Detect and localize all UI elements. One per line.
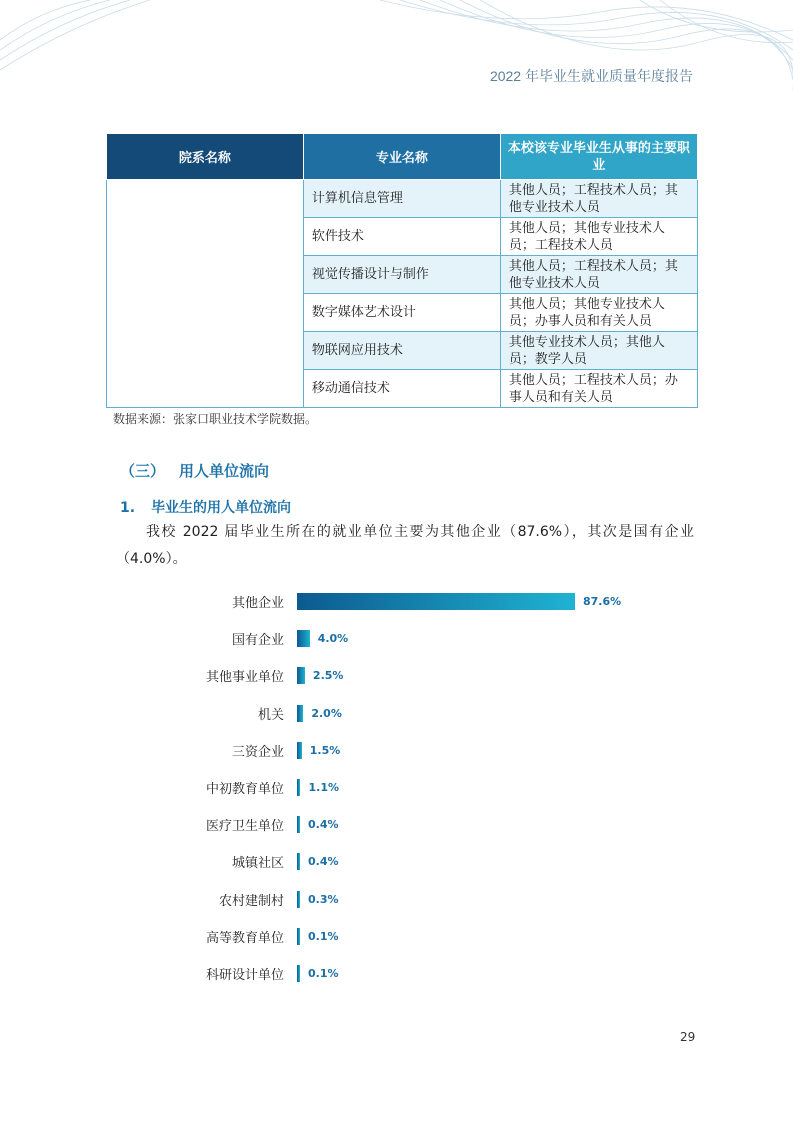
table-header-row [107,134,698,180]
bar-mark [297,742,302,759]
bar-mark [297,965,300,982]
major-cell: 计算机信息管理 [303,180,500,218]
occupation-cell: 其他人员；工程技术人员；其他专业技术人员 [500,180,697,218]
bar-category-label: 农村建制村 [218,893,284,909]
bar-value-label: 0.1% [308,967,339,980]
bar-mark [297,928,300,945]
department-cell [107,180,304,408]
occupation-cell: 其他专业技术人员；其他人员；教学人员 [500,332,697,370]
major-cell: 软件技术 [303,218,500,256]
bar-mark [297,667,305,684]
bar-value-label: 2.5% [312,669,344,683]
data-source-note: 数据来源：张家口职业技术学院数据。 [113,412,318,426]
major-cell: 物联网应用技术 [303,332,500,370]
occupation-cell: 其他人员；工程技术人员；其他专业技术人员 [500,256,697,294]
subsection-number: 1. [120,500,136,516]
bar-value-label: 2.0% [311,706,342,720]
subsection-heading [120,497,291,517]
page-number: 29 [680,1030,696,1044]
bar-category-label: 城镇社区 [231,856,284,872]
bar-category-label: 机关 [257,707,284,723]
major-occupation-table [106,133,698,408]
occupation-cell: 其他人员；其他专业技术人员；工程技术人员 [500,218,697,256]
bar-mark [297,593,575,610]
bar-mark [297,779,300,796]
bar-value-label: 0.4% [308,855,339,869]
occupation-cell: 其他人员；工程技术人员；办事人员和有关人员 [500,370,697,408]
header-department: 院系名称 [107,134,304,180]
employer-type-bar-chart [0,585,793,995]
occupation-cell: 其他人员；其他专业技术人员；办事人员和有关人员 [500,294,697,332]
header-major: 专业名称 [303,134,500,180]
major-cell: 移动通信技术 [303,370,500,408]
bar-category-label: 国有企业 [231,633,284,649]
section-title: 用人单位流向 [179,462,270,480]
table-row [107,180,698,218]
bar-value-label: 0.4% [308,818,339,832]
bar-mark [297,891,300,908]
bar-category-label: 中初教育单位 [205,782,284,797]
bar-value-label: 0.1% [308,929,339,943]
bar-category-label: 三资企业 [231,744,284,760]
bar-value-label: 4.0% [317,632,349,646]
bar-mark [297,705,303,722]
bar-category-label: 高等教育单位 [205,930,284,946]
bar-mark [297,853,300,870]
bar-category-label: 其他事业单位 [205,670,284,686]
bar-category-label: 其他企业 [231,596,284,611]
bar-mark [297,630,310,647]
major-cell: 视觉传播设计与制作 [303,256,500,294]
bar-mark [297,816,300,833]
bar-category-label: 医疗卫生单位 [205,819,284,835]
bar-value-label: 87.6% [583,595,622,608]
report-header-title: 2022 年毕业生就业质量年度报告 [489,68,693,84]
bar-category-label: 科研设计单位 [205,968,284,983]
bar-value-label: 1.5% [309,743,341,757]
section-number: （三） [120,462,166,480]
wave-decoration [0,0,793,120]
subsection-title: 毕业生的用人单位流向 [151,500,292,516]
section-heading [120,460,269,481]
employer-flow-paragraph: 我校 2022 届毕业生所在的就业单位主要为其他企业（87.6%），其次是国有企业（4.0%）。 [116,524,694,567]
header-occupation: 本校该专业毕业生从事的主要职业 [500,134,697,180]
major-cell: 数字媒体艺术设计 [303,294,500,332]
bar-value-label: 1.1% [308,781,339,794]
bar-value-label: 0.3% [308,892,339,906]
